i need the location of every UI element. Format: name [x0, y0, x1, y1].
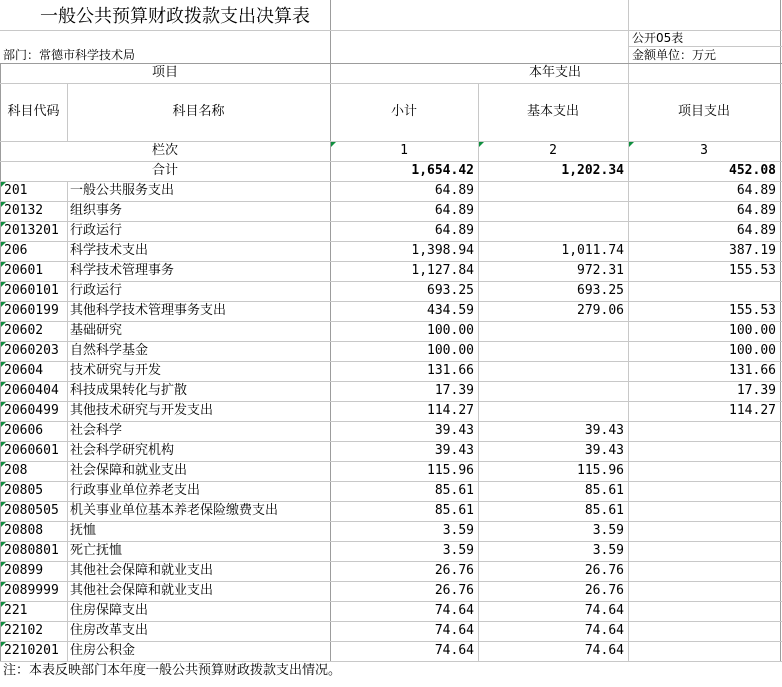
row-subtotal: 100.00 [427, 343, 474, 358]
row-code: 2060199 [4, 303, 59, 318]
grid-line-code [67, 83, 68, 141]
grid-line-row [0, 581, 782, 582]
row-subtotal: 64.89 [434, 183, 474, 198]
row-basic: 74.64 [584, 603, 624, 618]
row-basic: 3.59 [592, 543, 624, 558]
row-code: 208 [4, 463, 28, 478]
grid-line-row [0, 601, 782, 602]
row-basic [478, 221, 628, 241]
cell-note-marker [1, 302, 6, 307]
total-project: 452.08 [729, 163, 776, 178]
grid-line-form-bottom [628, 46, 782, 47]
row-code: 221 [4, 603, 28, 618]
cell-note-marker [1, 482, 6, 487]
row-code: 2060101 [4, 283, 59, 298]
cell-note-marker [1, 322, 6, 327]
row-subtotal: 26.76 [434, 563, 474, 578]
grid-line-row [0, 521, 782, 522]
row-code: 2089999 [4, 583, 59, 598]
header-item: 项目 [151, 65, 178, 80]
row-code: 20805 [4, 483, 44, 498]
row-basic: 26.76 [584, 563, 624, 578]
unit-label: 金额单位：万元 [632, 48, 717, 62]
row-code: 20808 [4, 523, 44, 538]
row-project [628, 421, 780, 441]
header-subtotal: 小计 [390, 104, 417, 119]
form-number: 公开05表 [632, 31, 684, 45]
cell-note-marker [1, 382, 6, 387]
row-name: 机关事业单位基本养老保险缴费支出 [70, 503, 279, 518]
grid-line-row [0, 481, 782, 482]
row-basic: 39.43 [584, 443, 624, 458]
grid-line-title-bottom [0, 30, 782, 31]
row-subtotal: 64.89 [434, 203, 474, 218]
row-project: 114.27 [729, 403, 776, 418]
row-basic [478, 321, 628, 341]
cell-note-marker [1, 622, 6, 627]
row-name: 社会科学 [70, 423, 123, 438]
row-project [628, 601, 780, 621]
row-subtotal: 85.61 [434, 503, 474, 518]
cell-note-marker [331, 142, 336, 147]
grid-line-row [0, 621, 782, 622]
cell-note-marker [1, 522, 6, 527]
grid-line-row [0, 461, 782, 462]
row-basic: 74.64 [584, 623, 624, 638]
row-code: 2060499 [4, 403, 59, 418]
row-basic: 693.25 [577, 283, 624, 298]
row-subtotal: 1,127.84 [411, 263, 474, 278]
row-subtotal: 1,398.94 [411, 243, 474, 258]
row-code: 201 [4, 183, 28, 198]
row-basic [478, 201, 628, 221]
grid-line-row [0, 361, 782, 362]
row-name: 其他社会保障和就业支出 [70, 563, 214, 578]
header-subject-name: 科目名称 [172, 104, 225, 119]
row-name: 行政事业单位养老支出 [70, 483, 201, 498]
row-name: 住房改革支出 [70, 623, 149, 638]
row-project: 131.66 [729, 363, 776, 378]
grid-line-header-top [0, 63, 782, 64]
department-label: 部门：常德市科学技术局 [3, 48, 136, 62]
cell-note-marker [1, 262, 6, 267]
row-subtotal: 114.27 [427, 403, 474, 418]
row-subtotal: 26.76 [434, 583, 474, 598]
cell-note-marker [1, 502, 6, 507]
row-code: 2060404 [4, 383, 59, 398]
total-basic: 1,202.34 [561, 163, 624, 178]
row-code: 2080801 [4, 543, 59, 558]
grid-line-row [0, 441, 782, 442]
total-subtotal: 1,654.42 [411, 163, 474, 178]
grid-line-header-middle [0, 83, 782, 84]
grid-line-row [0, 401, 782, 402]
header-project-expense: 项目支出 [677, 104, 730, 119]
grid-line-row [0, 341, 782, 342]
row-project [628, 641, 780, 661]
grid-line-row [0, 321, 782, 322]
row-subtotal: 85.61 [434, 483, 474, 498]
row-name: 基础研究 [70, 323, 123, 338]
row-code: 2060203 [4, 343, 59, 358]
row-basic [478, 341, 628, 361]
footnote: 注：本表反映部门本年度一般公共预算财政拨款支出情况。 [3, 663, 342, 678]
row-name: 技术研究与开发 [70, 363, 162, 378]
column-index-label: 栏次 [151, 143, 178, 158]
row-name: 组织事务 [70, 203, 123, 218]
row-project: 155.53 [729, 303, 776, 318]
row-code: 2210201 [4, 643, 59, 658]
grid-line-row [0, 201, 782, 202]
row-name: 科技成果转化与扩散 [70, 383, 188, 398]
row-name: 自然科学基金 [70, 343, 149, 358]
row-project: 64.89 [736, 203, 776, 218]
row-basic: 74.64 [584, 643, 624, 658]
row-project: 100.00 [729, 323, 776, 338]
row-project [628, 581, 780, 601]
column-index-1: 1 [400, 143, 408, 158]
row-project [628, 521, 780, 541]
grid-line-row [0, 561, 782, 562]
row-code: 22102 [4, 623, 44, 638]
cell-note-marker [1, 582, 6, 587]
row-name: 科学技术管理事务 [70, 263, 175, 278]
row-code: 20132 [4, 203, 44, 218]
grid-line-row [0, 501, 782, 502]
grid-line-row [0, 221, 782, 222]
cell-note-marker [1, 642, 6, 647]
column-index-2: 2 [549, 143, 557, 158]
row-basic [478, 401, 628, 421]
grid-line-left [0, 63, 1, 661]
row-project [628, 541, 780, 561]
row-project: 64.89 [736, 183, 776, 198]
grid-line-colno-bottom [0, 161, 782, 162]
grid-line-row [0, 281, 782, 282]
cell-note-marker [1, 602, 6, 607]
row-project [628, 281, 780, 301]
row-project [628, 461, 780, 481]
row-basic: 3.59 [592, 523, 624, 538]
cell-note-marker [1, 562, 6, 567]
row-subtotal: 39.43 [434, 423, 474, 438]
row-name: 抚恤 [70, 523, 97, 538]
row-code: 20601 [4, 263, 44, 278]
row-project: 387.19 [729, 243, 776, 258]
row-project: 155.53 [729, 263, 776, 278]
row-subtotal: 3.59 [442, 543, 474, 558]
row-code: 20604 [4, 363, 44, 378]
row-basic: 39.43 [584, 423, 624, 438]
row-code: 20602 [4, 323, 44, 338]
row-name: 其他科学技术管理事务支出 [70, 303, 227, 318]
row-basic: 26.76 [584, 583, 624, 598]
cell-note-marker [1, 202, 6, 207]
row-basic [478, 381, 628, 401]
row-subtotal: 131.66 [427, 363, 474, 378]
row-subtotal: 74.64 [434, 623, 474, 638]
grid-line-row [0, 261, 782, 262]
row-name: 社会科学研究机构 [70, 443, 175, 458]
row-basic [478, 361, 628, 381]
row-code: 20606 [4, 423, 44, 438]
row-name: 科学技术支出 [70, 243, 149, 258]
grid-line-row [0, 661, 782, 662]
cell-note-marker [1, 182, 6, 187]
header-annual-expense: 本年支出 [528, 65, 581, 80]
cell-note-marker [1, 462, 6, 467]
row-project: 64.89 [736, 223, 776, 238]
row-name: 其他社会保障和就业支出 [70, 583, 214, 598]
grid-line-total-bottom [0, 181, 782, 182]
grid-line-row [0, 641, 782, 642]
cell-note-marker [1, 342, 6, 347]
grid-line-row [0, 301, 782, 302]
row-name: 社会保障和就业支出 [70, 463, 188, 478]
row-subtotal: 39.43 [434, 443, 474, 458]
row-subtotal: 434.59 [427, 303, 474, 318]
cell-note-marker [1, 402, 6, 407]
cell-note-marker [1, 542, 6, 547]
grid-line-row [0, 241, 782, 242]
grid-line-row [0, 541, 782, 542]
row-subtotal: 3.59 [442, 523, 474, 538]
column-index-3: 3 [700, 143, 708, 158]
row-basic: 115.96 [577, 463, 624, 478]
row-project [628, 481, 780, 501]
grid-line-row [0, 381, 782, 382]
grid-line-subtotal-right [478, 83, 479, 661]
row-name: 一般公共服务支出 [70, 183, 175, 198]
cell-note-marker [1, 242, 6, 247]
cell-note-marker [479, 142, 484, 147]
row-code: 2013201 [4, 223, 59, 238]
row-project [628, 501, 780, 521]
header-basic-expense: 基本支出 [526, 104, 579, 119]
row-subtotal: 100.00 [427, 323, 474, 338]
row-subtotal: 74.64 [434, 603, 474, 618]
row-project [628, 561, 780, 581]
row-basic: 85.61 [584, 483, 624, 498]
row-name: 行政运行 [70, 283, 123, 298]
row-subtotal: 64.89 [434, 223, 474, 238]
cell-note-marker [629, 142, 634, 147]
row-project [628, 621, 780, 641]
row-subtotal: 74.64 [434, 643, 474, 658]
grid-line-row [0, 421, 782, 422]
row-name: 住房保障支出 [70, 603, 149, 618]
cell-note-marker [1, 282, 6, 287]
row-subtotal: 693.25 [427, 283, 474, 298]
row-name: 住房公积金 [70, 643, 136, 658]
row-basic: 85.61 [584, 503, 624, 518]
report-title: 一般公共预算财政拨款支出决算表 [40, 6, 310, 27]
cell-note-marker [1, 422, 6, 427]
row-subtotal: 17.39 [434, 383, 474, 398]
cell-note-marker [1, 222, 6, 227]
row-name: 其他技术研究与开发支出 [70, 403, 214, 418]
row-basic: 1,011.74 [561, 243, 624, 258]
row-project: 100.00 [729, 343, 776, 358]
row-code: 2080505 [4, 503, 59, 518]
cell-note-marker [1, 442, 6, 447]
row-project [628, 441, 780, 461]
row-code: 206 [4, 243, 28, 258]
total-label: 合计 [151, 163, 178, 178]
header-subject-code: 科目代码 [7, 104, 60, 119]
row-code: 20899 [4, 563, 44, 578]
row-name: 死亡抚恤 [70, 543, 123, 558]
cell-note-marker [1, 362, 6, 367]
row-basic [478, 181, 628, 201]
row-name: 行政运行 [70, 223, 123, 238]
row-subtotal: 115.96 [427, 463, 474, 478]
grid-line-header-bottom [0, 141, 782, 142]
row-basic: 972.31 [577, 263, 624, 278]
row-project: 17.39 [736, 383, 776, 398]
row-basic: 279.06 [577, 303, 624, 318]
row-code: 2060601 [4, 443, 59, 458]
